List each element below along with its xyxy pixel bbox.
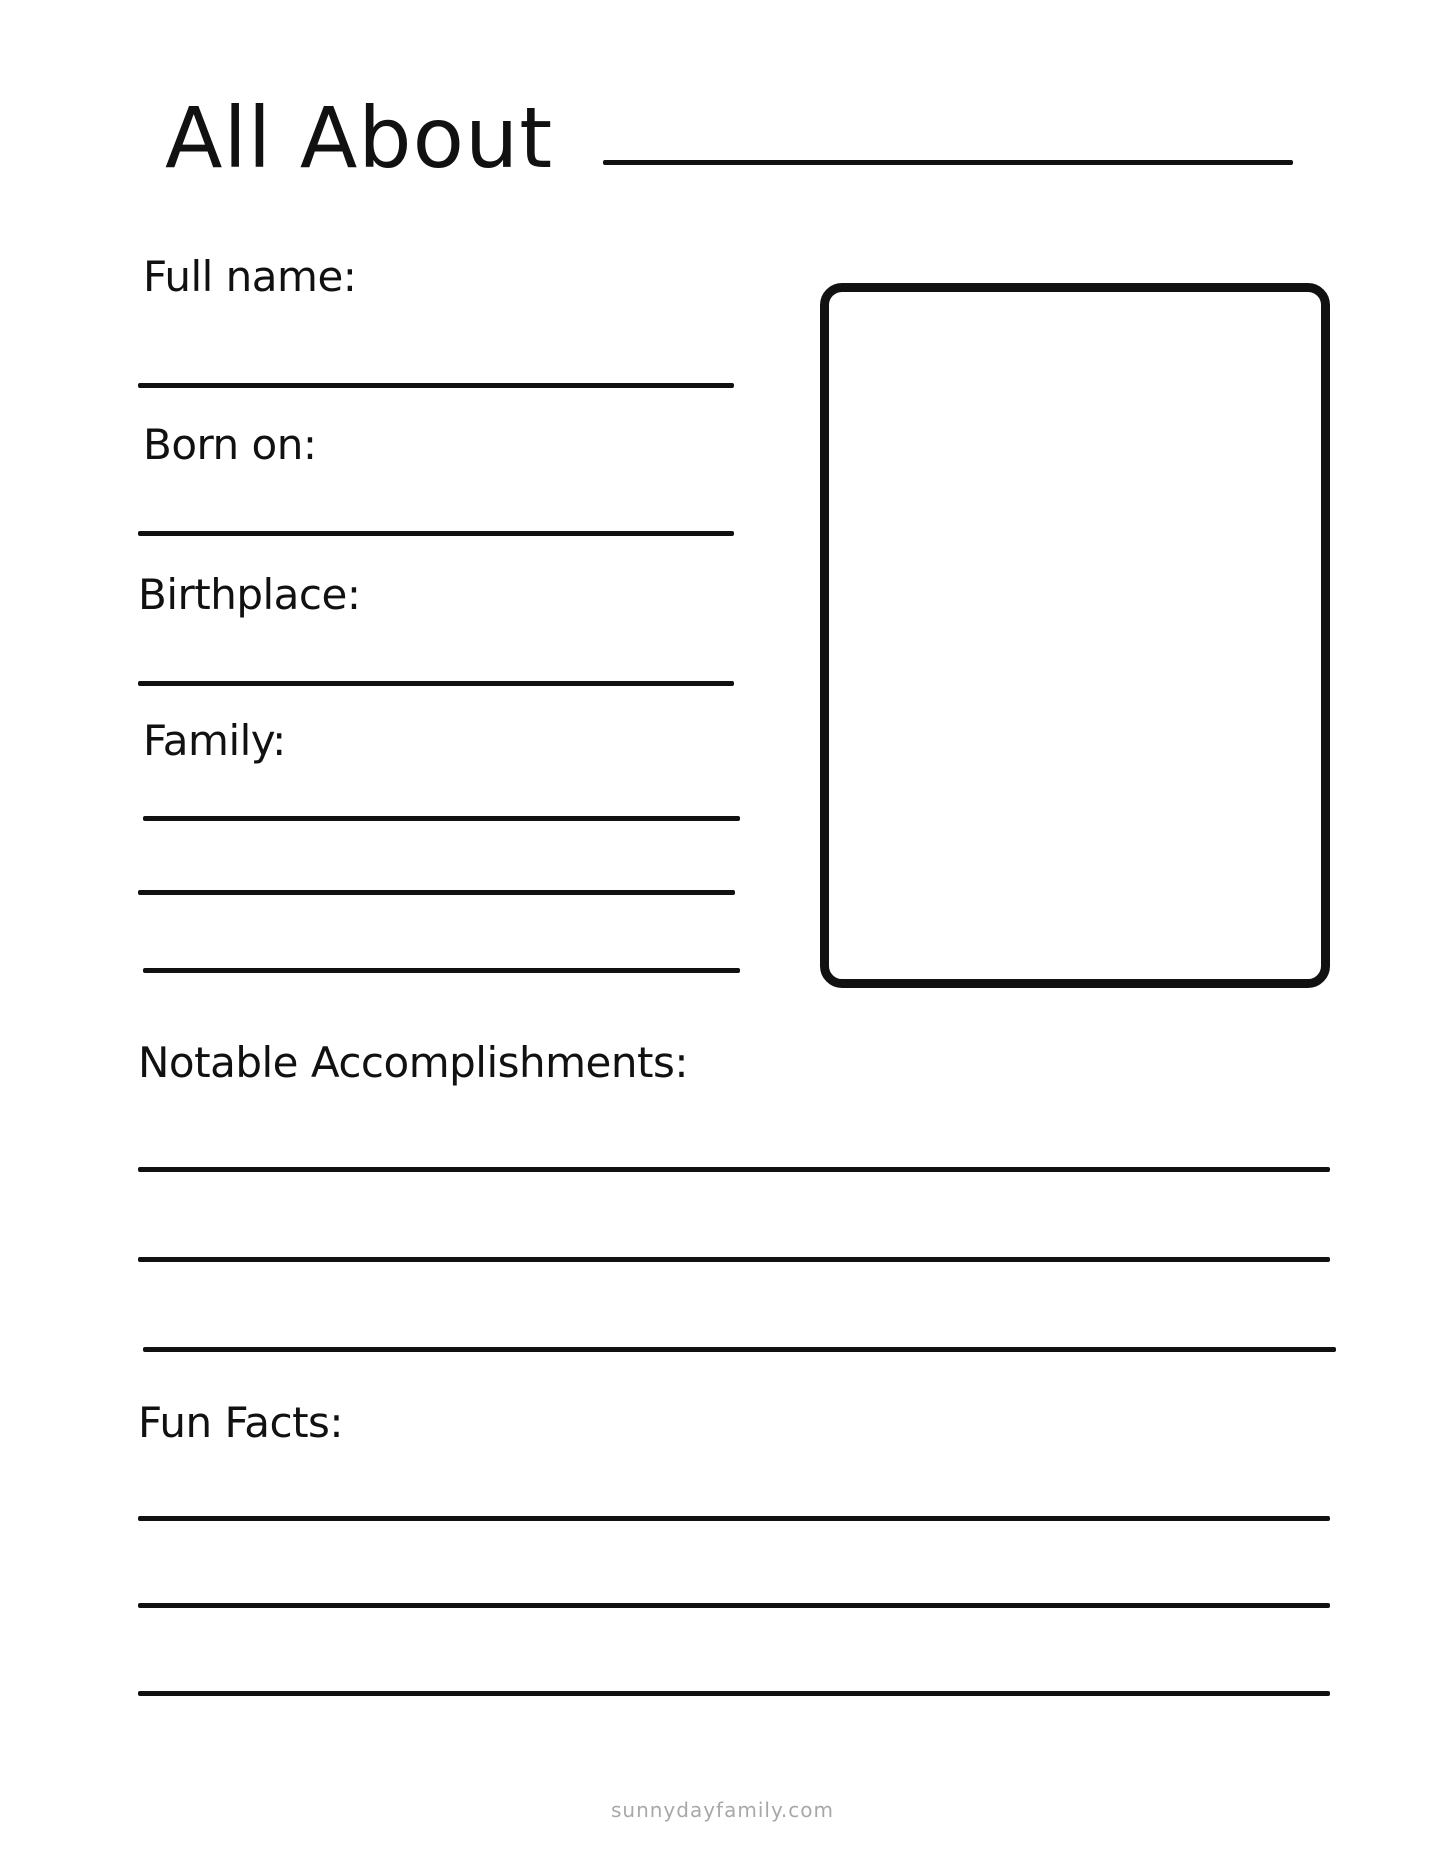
fun-facts-line-1[interactable] <box>138 1516 1330 1521</box>
family-line-1[interactable] <box>143 816 740 821</box>
accomplishments-label: Notable Accomplishments: <box>138 1038 688 1087</box>
accomplishments-line-2[interactable] <box>138 1257 1330 1262</box>
page-title: All About <box>165 89 554 187</box>
title-name-line[interactable] <box>603 160 1293 165</box>
family-label: Family: <box>143 716 286 765</box>
born-on-line[interactable] <box>138 531 734 536</box>
fun-facts-label: Fun Facts: <box>138 1398 344 1447</box>
born-on-label: Born on: <box>143 420 317 469</box>
family-line-3[interactable] <box>143 968 740 973</box>
accomplishments-line-1[interactable] <box>138 1167 1330 1172</box>
family-line-2[interactable] <box>138 890 735 895</box>
full-name-label: Full name: <box>143 252 357 301</box>
fun-facts-line-3[interactable] <box>138 1691 1330 1696</box>
fun-facts-line-2[interactable] <box>138 1603 1330 1608</box>
photo-frame[interactable] <box>820 283 1330 988</box>
accomplishments-line-3[interactable] <box>143 1347 1336 1352</box>
full-name-line[interactable] <box>138 383 734 388</box>
birthplace-line[interactable] <box>138 681 734 686</box>
birthplace-label: Birthplace: <box>138 570 361 619</box>
footer-website: sunnydayfamily.com <box>610 1798 835 1822</box>
